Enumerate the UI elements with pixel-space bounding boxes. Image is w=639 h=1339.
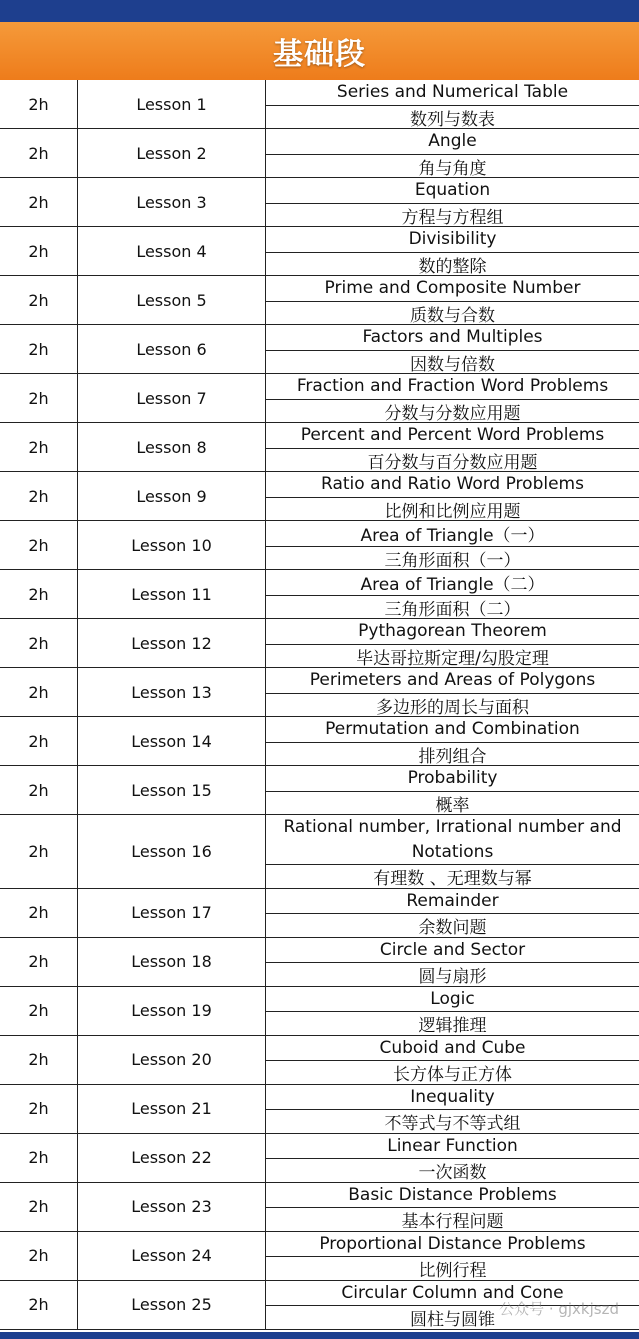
topic-chinese: 概率 [266, 791, 639, 816]
table-row [0, 1134, 639, 1183]
lesson-cell: Lesson 14 [78, 717, 266, 765]
table-row [0, 374, 639, 423]
hours-cell: 2h [0, 889, 78, 937]
topic-cell [266, 80, 639, 128]
topic-cell [266, 815, 639, 888]
topic-chinese: 比例行程 [266, 1256, 639, 1281]
table-row [0, 178, 639, 227]
topic-english: Inequality [410, 1086, 495, 1107]
topic-cell [266, 1183, 639, 1231]
topic-chinese: 排列组合 [266, 742, 639, 767]
topic-english: Fraction and Fraction Word Problems [296, 376, 609, 397]
lesson-cell: Lesson 2 [78, 129, 266, 177]
hours-cell: 2h [0, 129, 78, 177]
topic-english: Divisibility [408, 229, 497, 250]
topic-english: Circular Column and Cone [341, 1282, 564, 1303]
topic-chinese: 一次函数 [266, 1158, 639, 1183]
topic-chinese: 三角形面积（二） [266, 595, 639, 620]
table-row [0, 889, 639, 938]
topic-chinese: 因数与倍数 [266, 350, 639, 375]
topic-english: Linear Function [387, 1135, 518, 1156]
topic-english: Remainder [406, 890, 499, 911]
topic-cell [266, 1134, 639, 1182]
topic-chinese: 基本行程问题 [266, 1207, 639, 1232]
hours-cell: 2h [0, 521, 78, 569]
topic-cell [266, 178, 639, 226]
topic-english: Probability [407, 768, 498, 789]
hours-cell: 2h [0, 1085, 78, 1133]
hours-cell: 2h [0, 325, 78, 373]
lesson-cell: Lesson 23 [78, 1183, 266, 1231]
topic-english: Equation [414, 180, 491, 201]
lesson-cell: Lesson 19 [78, 987, 266, 1035]
table-row [0, 987, 639, 1036]
lesson-table [0, 80, 639, 1332]
lesson-cell: Lesson 22 [78, 1134, 266, 1182]
lesson-cell: Lesson 15 [78, 766, 266, 814]
lesson-cell: Lesson 11 [78, 570, 266, 618]
topic-cell [266, 889, 639, 937]
table-row [0, 1183, 639, 1232]
topic-cell [266, 766, 639, 814]
topic-cell [266, 1085, 639, 1133]
topic-chinese: 长方体与正方体 [266, 1060, 639, 1085]
topic-english: Permutation and Combination [325, 719, 580, 740]
topic-cell [266, 619, 639, 667]
topic-chinese: 数的整除 [266, 252, 639, 277]
topic-cell [266, 668, 639, 716]
lesson-cell: Lesson 20 [78, 1036, 266, 1084]
table-row [0, 276, 639, 325]
topic-chinese: 有理数 、无理数与幂 [266, 864, 639, 889]
topic-chinese: 方程与方程组 [266, 203, 639, 228]
lesson-cell: Lesson 1 [78, 80, 266, 128]
topic-chinese: 三角形面积（一） [266, 546, 639, 571]
lesson-cell: Lesson 24 [78, 1232, 266, 1280]
topic-cell [266, 1232, 639, 1280]
topic-cell [266, 1036, 639, 1084]
topic-cell [266, 938, 639, 986]
table-row [0, 1232, 639, 1281]
topic-cell [266, 374, 639, 422]
hours-cell: 2h [0, 1036, 78, 1084]
hours-cell: 2h [0, 80, 78, 128]
topic-cell [266, 521, 639, 569]
lesson-cell: Lesson 18 [78, 938, 266, 986]
lesson-cell: Lesson 6 [78, 325, 266, 373]
topic-chinese: 圆与扇形 [266, 962, 639, 987]
topic-english: Pythagorean Theorem [358, 621, 547, 642]
hours-cell: 2h [0, 987, 78, 1035]
topic-english: Series and Numerical Table [336, 82, 569, 103]
hours-cell: 2h [0, 938, 78, 986]
table-row [0, 938, 639, 987]
hours-cell: 2h [0, 766, 78, 814]
table-row [0, 766, 639, 815]
topic-english: Perimeters and Areas of Polygons [309, 670, 596, 691]
topic-english: Area of Triangle（一） [360, 525, 545, 546]
topic-chinese: 不等式与不等式组 [266, 1109, 639, 1134]
topic-cell [266, 227, 639, 275]
topic-chinese: 数列与数表 [266, 105, 639, 130]
table-row [0, 1085, 639, 1134]
topic-english: Prime and Composite Number [324, 278, 581, 299]
lesson-cell: Lesson 21 [78, 1085, 266, 1133]
lesson-cell: Lesson 12 [78, 619, 266, 667]
table-row [0, 80, 639, 129]
lesson-cell: Lesson 17 [78, 889, 266, 937]
section-header [0, 22, 639, 80]
topic-cell [266, 325, 639, 373]
lesson-cell: Lesson 4 [78, 227, 266, 275]
table-row [0, 619, 639, 668]
topic-english: Circle and Sector [379, 939, 526, 960]
lesson-cell: Lesson 13 [78, 668, 266, 716]
top-frame [0, 0, 639, 22]
topic-english: Area of Triangle（二） [360, 574, 545, 595]
hours-cell: 2h [0, 423, 78, 471]
topic-chinese: 质数与合数 [266, 301, 639, 326]
hours-cell: 2h [0, 815, 78, 888]
lesson-cell: Lesson 25 [78, 1281, 266, 1329]
topic-chinese: 圆柱与圆锥 [266, 1305, 639, 1330]
table-row [0, 570, 639, 619]
table-row [0, 717, 639, 766]
topic-cell [266, 472, 639, 520]
topic-chinese: 角与角度 [266, 154, 639, 179]
topic-cell [266, 570, 639, 618]
topic-english: Basic Distance Problems [348, 1184, 557, 1205]
table-row [0, 472, 639, 521]
topic-english: Proportional Distance Problems [319, 1233, 586, 1254]
hours-cell: 2h [0, 1134, 78, 1182]
topic-cell [266, 129, 639, 177]
bottom-frame [0, 1332, 639, 1339]
watermark-text: 公众号 · gjxkjszd [499, 1300, 619, 1318]
table-row [0, 815, 639, 889]
hours-cell: 2h [0, 1281, 78, 1329]
hours-cell: 2h [0, 276, 78, 324]
topic-cell [266, 717, 639, 765]
table-row [0, 1036, 639, 1085]
hours-cell: 2h [0, 1232, 78, 1280]
hours-cell: 2h [0, 374, 78, 422]
lesson-cell: Lesson 3 [78, 178, 266, 226]
table-row [0, 227, 639, 276]
topic-chinese: 分数与分数应用题 [266, 399, 639, 424]
topic-cell [266, 987, 639, 1035]
lesson-cell: Lesson 16 [78, 815, 266, 888]
hours-cell: 2h [0, 472, 78, 520]
topic-english: Logic [430, 988, 475, 1009]
topic-chinese: 余数问题 [266, 913, 639, 938]
lesson-cell: Lesson 8 [78, 423, 266, 471]
hours-cell: 2h [0, 668, 78, 716]
topic-chinese: 毕达哥拉斯定理/勾股定理 [266, 644, 639, 669]
topic-english: Percent and Percent Word Problems [300, 425, 605, 446]
lesson-cell: Lesson 9 [78, 472, 266, 520]
topic-cell [266, 423, 639, 471]
lesson-cell: Lesson 7 [78, 374, 266, 422]
hours-cell: 2h [0, 717, 78, 765]
table-row [0, 668, 639, 717]
topic-english: Factors and Multiples [362, 327, 543, 348]
hours-cell: 2h [0, 619, 78, 667]
hours-cell: 2h [0, 178, 78, 226]
topic-english: Ratio and Ratio Word Problems [321, 474, 584, 495]
hours-cell: 2h [0, 570, 78, 618]
table-row [0, 521, 639, 570]
topic-chinese: 比例和比例应用题 [266, 497, 639, 522]
topic-english: Angle [428, 131, 477, 152]
section-title: 基础段 [273, 37, 366, 72]
topic-cell [266, 276, 639, 324]
topic-english: Cuboid and Cube [379, 1037, 526, 1058]
topic-chinese: 多边形的周长与面积 [266, 693, 639, 718]
table-row [0, 423, 639, 472]
lesson-cell: Lesson 10 [78, 521, 266, 569]
table-row [0, 325, 639, 374]
hours-cell: 2h [0, 1183, 78, 1231]
topic-chinese: 百分数与百分数应用题 [266, 448, 639, 473]
topic-english: Notations [411, 841, 494, 862]
topic-chinese: 逻辑推理 [266, 1011, 639, 1036]
topic-english: Rational number, Irrational number and [283, 817, 622, 838]
hours-cell: 2h [0, 227, 78, 275]
table-row [0, 129, 639, 178]
lesson-cell: Lesson 5 [78, 276, 266, 324]
